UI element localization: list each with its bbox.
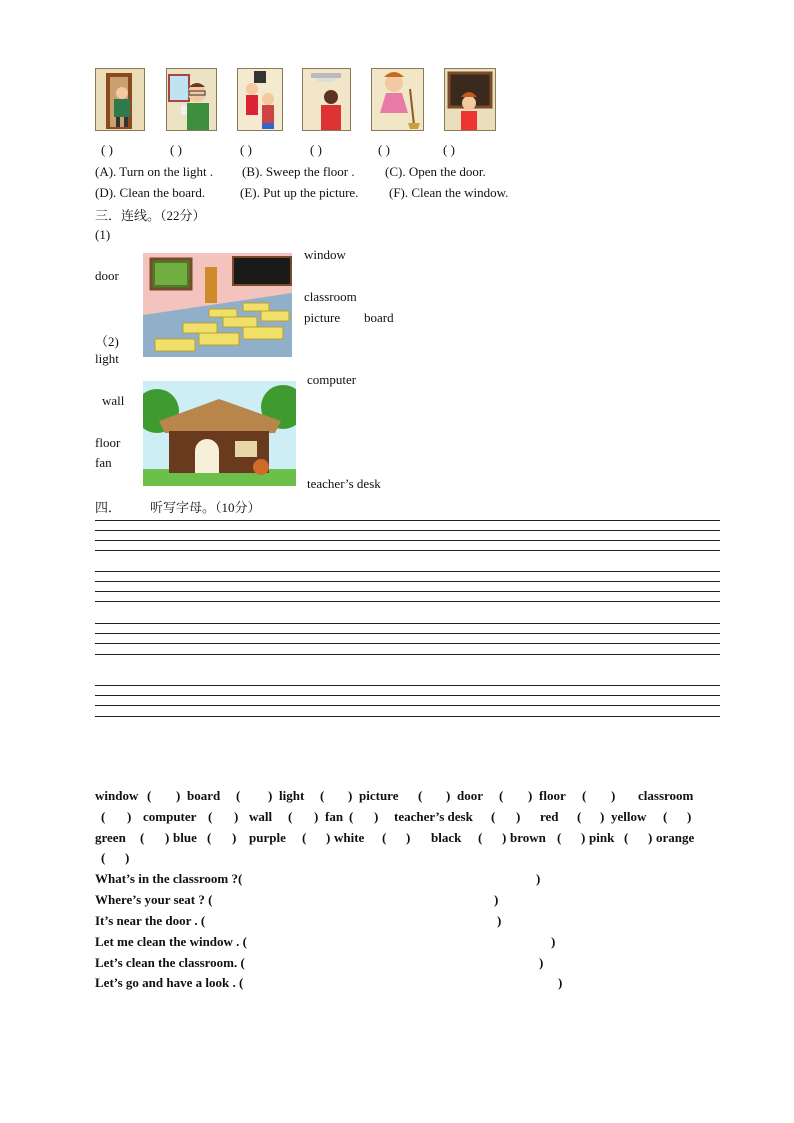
vocab-paren[interactable]: ( — [140, 830, 145, 845]
vocab-paren[interactable]: ( — [491, 809, 496, 824]
sentence-3: It’s near the door . ( — [95, 913, 206, 928]
picture-sweep-floor — [371, 68, 424, 131]
vocab-computer: computer — [143, 809, 197, 824]
vocab-paren[interactable]: ( — [208, 809, 213, 824]
vocab-paren[interactable]: ( — [499, 788, 504, 803]
word-classroom: classroom — [304, 289, 357, 304]
vocab-black: black — [431, 830, 462, 845]
vocab-wall: wall — [249, 809, 273, 824]
word-teachers-desk: teacher’s desk — [307, 476, 381, 491]
vocab-paren[interactable]: ) — [687, 809, 692, 824]
writing-line — [95, 654, 720, 655]
vocab-board: board — [187, 788, 221, 803]
vocab-pink: pink — [589, 830, 615, 845]
vocab-paren[interactable]: ( — [577, 809, 582, 824]
answer-blank-6[interactable]: ( ) — [443, 142, 455, 157]
vocab-paren[interactable]: ) — [406, 830, 411, 845]
vocab-paren[interactable]: ) — [127, 809, 132, 824]
word-floor: floor — [95, 435, 121, 450]
vocab-paren[interactable]: ) — [176, 788, 181, 803]
vocab-light: light — [279, 788, 305, 803]
writing-line — [95, 571, 720, 572]
vocab-paren[interactable]: ) — [648, 830, 653, 845]
vocab-paren[interactable]: ( — [236, 788, 241, 803]
option-c: (C). Open the door. — [385, 164, 486, 179]
writing-line — [95, 716, 720, 717]
section4-heading: 听写字母。（10分） — [150, 500, 261, 515]
writing-line — [95, 591, 720, 592]
writing-line — [95, 520, 720, 521]
vocab-paren[interactable]: ) — [326, 830, 331, 845]
cabin-image — [143, 381, 296, 486]
picture-clean-board — [444, 68, 496, 131]
vocab-paren[interactable]: ( — [418, 788, 423, 803]
sentence-5-close[interactable]: ) — [539, 955, 544, 970]
vocab-paren[interactable]: ( — [557, 830, 562, 845]
option-d: (D). Clean the board. — [95, 185, 206, 200]
vocab-yellow: yellow — [611, 809, 647, 824]
writing-line — [95, 530, 720, 531]
vocab-paren[interactable]: ) — [232, 830, 237, 845]
vocab-paren[interactable]: ) — [502, 830, 507, 845]
vocab-paren[interactable]: ( — [288, 809, 293, 824]
sentence-6: Let’s go and have a look . ( — [95, 975, 244, 990]
vocab-paren[interactable]: ) — [611, 788, 616, 803]
writing-line — [95, 581, 720, 582]
vocab-paren[interactable]: ) — [374, 809, 379, 824]
writing-line — [95, 601, 720, 602]
writing-line — [95, 633, 720, 634]
option-a: (A). Turn on the light . — [95, 164, 214, 179]
vocab-paren[interactable]: ) — [268, 788, 273, 803]
word-picture: picture — [304, 310, 341, 325]
vocab-paren[interactable]: ) — [234, 809, 239, 824]
answer-blank-1[interactable]: ( ) — [101, 142, 113, 157]
vocab-paren[interactable]: ( — [302, 830, 307, 845]
vocab-paren[interactable]: ) — [600, 809, 605, 824]
option-b: (B). Sweep the floor . — [242, 164, 355, 179]
writing-line — [95, 550, 720, 551]
picture-open-door — [95, 68, 145, 131]
answer-blank-2[interactable]: ( ) — [170, 142, 182, 157]
sentence-2: Where’s your seat ? ( — [95, 892, 213, 907]
picture-turn-on-light — [302, 68, 351, 131]
vocab-purple: purple — [249, 830, 286, 845]
section3-heading: 三．连线。（22分） — [95, 208, 206, 223]
vocab-paren[interactable]: ( — [101, 809, 106, 824]
vocab-paren[interactable]: ) — [528, 788, 533, 803]
vocab-paren[interactable]: ( — [147, 788, 152, 803]
picture-put-up-picture — [237, 68, 283, 131]
option-e: (E). Put up the picture. — [240, 185, 359, 200]
answer-blank-3[interactable]: ( ) — [240, 142, 252, 157]
vocab-paren[interactable]: ) — [165, 830, 170, 845]
writing-line — [95, 540, 720, 541]
vocab-paren[interactable]: ) — [348, 788, 353, 803]
picture-clean-window — [166, 68, 217, 131]
vocab-teachers-desk: teacher’s desk — [394, 809, 473, 824]
vocab-paren[interactable]: ( — [207, 830, 212, 845]
vocab-paren[interactable]: ) — [581, 830, 586, 845]
vocab-brown: brown — [510, 830, 546, 845]
word-wall: wall — [102, 393, 125, 408]
vocab-paren[interactable]: ) — [314, 809, 319, 824]
word-light: light — [95, 351, 119, 366]
vocab-paren[interactable]: ( — [101, 850, 106, 865]
answer-blank-4[interactable]: ( ) — [310, 142, 322, 157]
part2-label: （2) — [95, 334, 119, 349]
vocab-paren[interactable]: ) — [516, 809, 521, 824]
vocab-floor: floor — [539, 788, 566, 803]
sentence-4: Let me clean the window . ( — [95, 934, 248, 949]
vocab-paren[interactable]: ( — [478, 830, 483, 845]
vocab-paren[interactable]: ( — [663, 809, 668, 824]
vocab-blue: blue — [173, 830, 197, 845]
vocab-paren[interactable]: ( — [582, 788, 587, 803]
writing-line — [95, 705, 720, 706]
vocab-white: white — [334, 830, 365, 845]
sentence-5: Let’s clean the classroom. ( — [95, 955, 245, 970]
word-door: door — [95, 268, 119, 283]
sentence-3-close[interactable]: ) — [497, 913, 502, 928]
vocab-fan: fan — [325, 809, 344, 824]
word-window: window — [304, 247, 346, 262]
sentence-2-close[interactable]: ) — [494, 892, 499, 907]
option-f: (F). Clean the window. — [389, 185, 509, 200]
vocab-paren[interactable]: ) — [446, 788, 451, 803]
vocab-paren[interactable]: ( — [382, 830, 387, 845]
answer-blank-5[interactable]: ( ) — [378, 142, 390, 157]
writing-line — [95, 685, 720, 686]
vocab-paren[interactable]: ( — [349, 809, 354, 824]
sentence-1: What’s in the classroom ?( — [95, 871, 243, 886]
vocab-classroom: classroom — [638, 788, 694, 803]
sentence-1-close[interactable]: ) — [536, 871, 541, 886]
word-computer: computer — [307, 372, 357, 387]
word-fan: fan — [95, 455, 112, 470]
vocab-paren[interactable]: ( — [624, 830, 629, 845]
vocab-orange: orange — [656, 830, 695, 845]
vocab-paren[interactable]: ( — [320, 788, 325, 803]
vocab-door: door — [457, 788, 483, 803]
classroom-image — [143, 253, 292, 357]
vocab-window: window — [95, 788, 139, 803]
part1-label: (1) — [95, 227, 111, 242]
vocab-red: red — [540, 809, 559, 824]
section4-heading-num: 四． — [95, 500, 122, 515]
vocab-picture: picture — [359, 788, 399, 803]
writing-line — [95, 623, 720, 624]
vocab-paren[interactable]: ) — [125, 850, 130, 865]
sentence-6-close[interactable]: ) — [558, 975, 563, 990]
vocab-green: green — [95, 830, 126, 845]
writing-line — [95, 695, 720, 696]
sentence-4-close[interactable]: ) — [551, 934, 556, 949]
writing-line — [95, 643, 720, 644]
word-board: board — [364, 310, 394, 325]
